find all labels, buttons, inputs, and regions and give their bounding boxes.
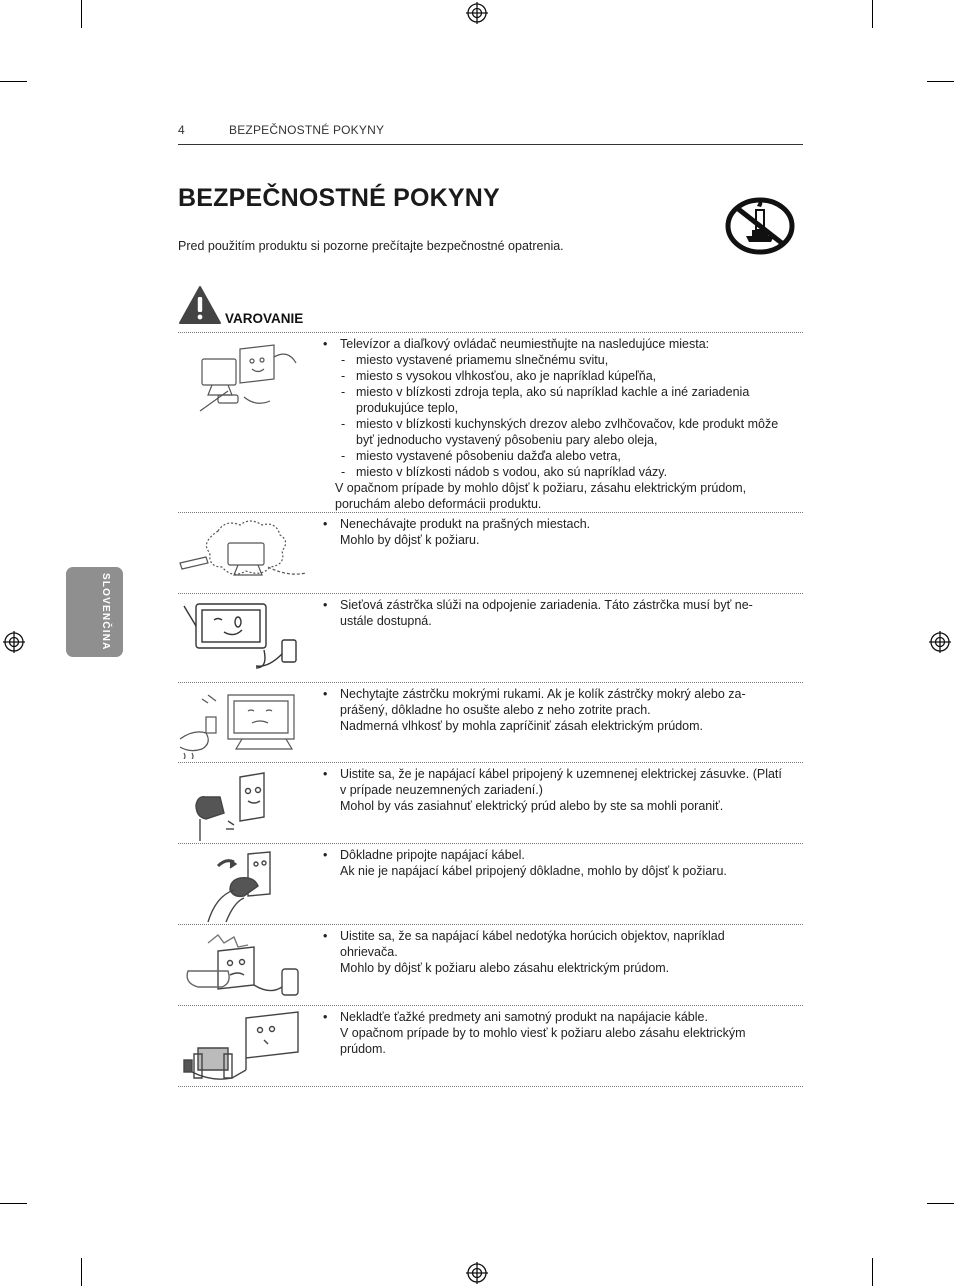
safety-item-text [323,686,783,734]
warning-triangle-icon [178,285,222,325]
continuation-line: Mohlo by dôjsť k požiaru. [340,533,480,547]
safety-item-text [323,336,783,512]
sub-line: - miesto s vysokou vlhkosťou, ako je napríklad kúpeľňa, [323,368,783,384]
safety-item [178,1005,803,1087]
safety-item [178,682,803,763]
page-number: 4 [178,123,185,137]
intro-text: Pred použitím produktu si pozorne prečítajte bezpečnostné opatrenia. [178,239,564,253]
bullet-line: • Sieťová zástrčka slúži na odpojenie zariadenia. Táto zástrčka musí byť ne-ustále dostupná. [323,597,783,629]
running-title: BEZPEČNOSTNÉ POKYNY [229,123,385,137]
continuation-line: Ak nie je napájací kábel pripojený dôkladne, mohlo by dôjsť k požiaru. [340,864,727,878]
warning-label: VAROVANIE [225,311,304,326]
grounded-socket-illustration [178,767,308,843]
no-candle-icon [724,196,796,256]
safety-item [178,843,803,925]
bullet-line: • Nechytajte zástrčku mokrými rukami. Ak je kolík zástrčky mokrý alebo za-prášený, dôkladne ho osušte alebo z neho zotrite prach. [323,686,783,718]
registration-mark-icon [929,631,951,653]
bullet-line: • Televízor a diaľkový ovládač neumiestňujte na nasledujúce miesta: [323,336,783,352]
language-tab-label: SLOVENČINA [100,573,111,651]
safety-item-text [323,928,783,976]
safety-item [178,332,803,513]
safety-item-text [323,847,783,879]
hot-object-illustration [178,929,308,1005]
crop-mark [927,81,954,82]
sub-line: - miesto v blízkosti kuchynských drezov alebo zvlhčovačov, kde produkt môže byť jednoducho vystavený pôsobeniu pary alebo oleja, [323,416,783,448]
dusty-tv-illustration [178,517,308,587]
wet-hands-illustration [178,687,308,759]
crop-mark [81,1258,82,1286]
sub-line: - miesto v blízkosti nádob s vodou, ako sú napríklad vázy. [323,464,783,480]
safety-item [178,512,803,594]
bullet-line: • Nenechávajte produkt na prašných miestach. [323,516,783,532]
insert-plug-illustration [178,848,308,924]
safety-item-text [323,766,783,814]
sub-line: - miesto vystavené pôsobeniu dažďa alebo vetra, [323,448,783,464]
crop-mark [872,1258,873,1286]
sub-line: - miesto vystavené priamemu slnečnému svitu, [323,352,783,368]
safety-item [178,762,803,844]
heavy-object-cable-illustration [178,1010,308,1086]
note-line: V opačnom prípade by mohlo dôjsť k požiaru, zásahu elektrickým prúdom, poruchám alebo deformácii produktu. [335,481,747,511]
registration-mark-icon [466,1262,488,1284]
registration-mark-icon [3,631,25,653]
bullet-line: • Uistite sa, že je napájací kábel pripojený k uzemnenej elektrickej zásuvke. (Platí v prípade neuzemnených zariadení.) [323,766,783,798]
page-title: BEZPEČNOSTNÉ POKYNY [178,184,500,212]
bullet-line: • Uistite sa, že sa napájací kábel nedotýka horúcich objektov, napríklad ohrievača. [323,928,783,960]
continuation-line: V opačnom prípade by to mohlo viesť k požiaru alebo zásahu elektrickým prúdom. [340,1026,746,1056]
crop-mark [0,1203,27,1204]
safety-item [178,924,803,1006]
continuation-line: Nadmerná vlhkosť by mohla zapríčiniť zásah elektrickým prúdom. [340,719,703,733]
crop-mark [0,81,27,82]
safety-item [178,593,803,683]
tv-placement-illustration [178,337,308,413]
registration-mark-icon [466,2,488,24]
continuation-line: Mohlo by dôjsť k požiaru alebo zásahu elektrickým prúdom. [340,961,670,975]
bullet-line: • Dôkladne pripojte napájací kábel. [323,847,783,863]
continuation-line: Mohol by vás zasiahnuť elektrický prúd alebo by ste sa mohli poraniť. [340,799,724,813]
safety-item-text [323,1009,783,1057]
bullet-line: • Nekladťe ťažké predmety ani samotný produkt na napájacie káble. [323,1009,783,1025]
safety-item-text [323,597,783,629]
page-header [178,122,803,145]
sub-line: - miesto v blízkosti zdroja tepla, ako sú napríklad kachle a iné zariadenia produkujúce teplo, [323,384,783,416]
safety-item-text [323,516,783,548]
language-tab [66,567,123,657]
crop-mark [872,0,873,28]
crop-mark [81,0,82,28]
power-plug-illustration [178,598,308,674]
crop-mark [927,1203,954,1204]
